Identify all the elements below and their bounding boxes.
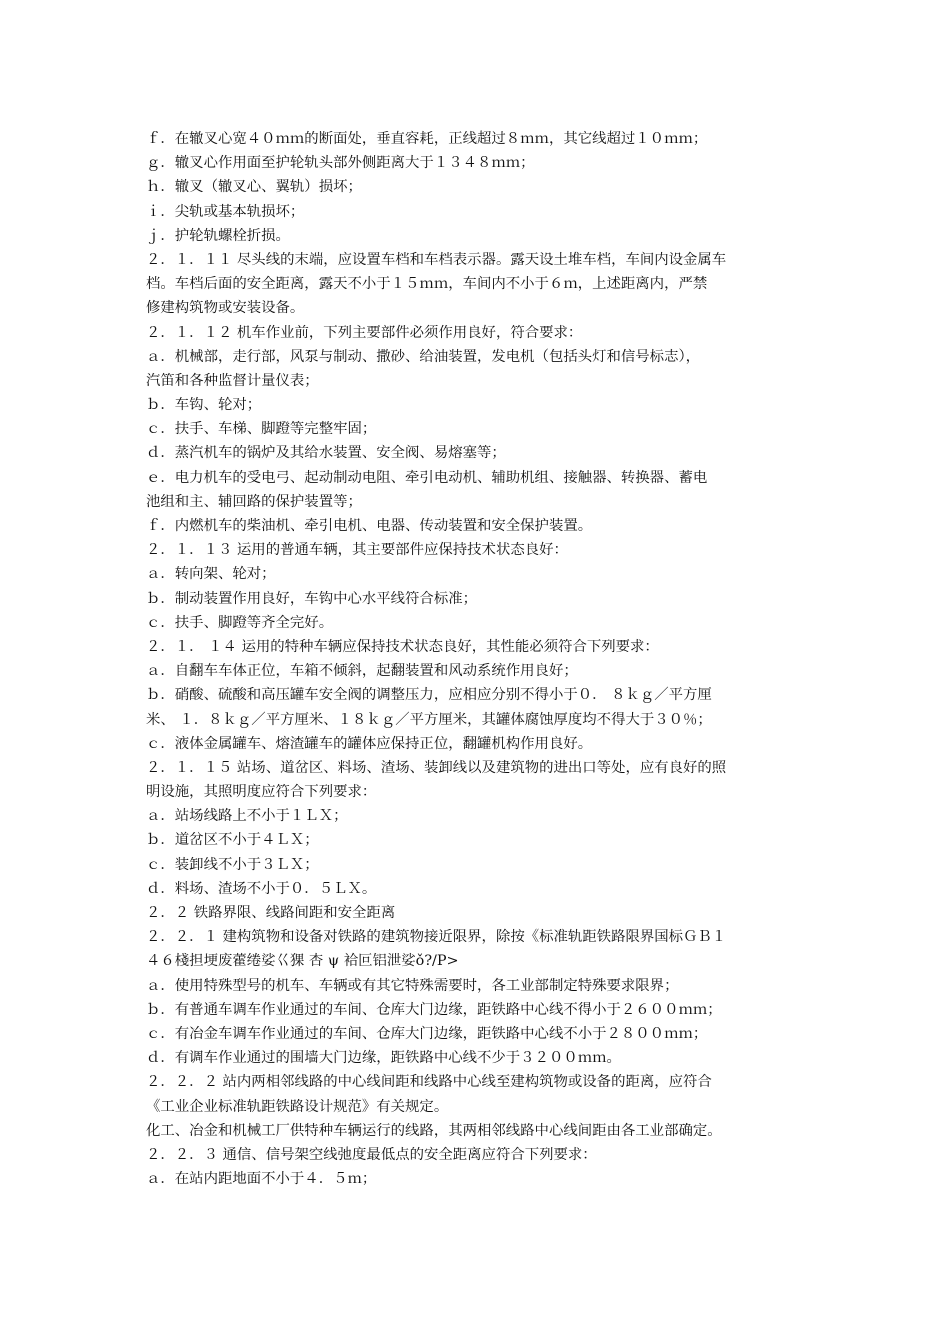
text-line: ｃ．扶手、脚蹬等齐全完好。	[146, 614, 334, 631]
text-line: ｅ．电力机车的受电弓、起动制动电阻、牵引电动机、辅助机组、接触器、转换器、蓄电	[146, 469, 708, 486]
text-line: ｂ．道岔区不小于４ＬＸ；	[146, 832, 319, 849]
text-line: ｄ．蒸汽机车的锅炉及其给水装置、安全阀、易熔塞等；	[146, 445, 506, 462]
text-line: ａ．使用特殊型号的机车、车辆或有其它特殊需要时，各工业部制定特殊要求限界；	[146, 977, 679, 994]
text-line: ｂ．有普通车调车作业通过的车间、仓库大门边缘，距铁路中心线不得小于２６００ｍｍ；	[146, 1001, 722, 1018]
section-heading-line: ２．２ 铁路界限、线路间距和安全距离	[146, 905, 396, 921]
text-line: 米、 １．８ｋｇ／平方厘米、１８ｋｇ／平方厘米，其罐体腐蚀厚度均不得大于３０％；	[146, 711, 712, 728]
text-line: ａ．自翻车车体正位，车箱不倾斜，起翻装置和风动系统作用良好；	[146, 663, 578, 680]
text-line: ａ．机械部，走行部，风泵与制动、撒砂、给油装置，发电机（包括头灯和信号标志），	[146, 348, 701, 365]
text-line: 明设施，其照明度应符合下列要求：	[146, 784, 377, 801]
text-line: ｂ．车钩、轮对；	[146, 397, 262, 414]
text-line: ｃ．液体金属罐车、熔渣罐车的罐体应保持正位，翻罐机构作用良好。	[146, 735, 593, 752]
text-line: ｃ．扶手、车梯、脚蹬等完整牢固；	[146, 421, 377, 438]
section-heading-line: ２．１． １４ 运用的特种车辆应保持技术状态良好，其性能必须符合下列要求：	[146, 638, 659, 655]
text-line: ａ．站场线路上不小于１ＬＸ；	[146, 808, 348, 825]
section-heading-line: ２．１．１２ 机车作业前，下列主要部件必须作用良好，符合要求：	[146, 324, 583, 341]
text-line: ａ．在站内距地面不小于４．５ｍ；	[146, 1171, 377, 1188]
text-line: 池组和主、辅回路的保护装置等；	[146, 493, 362, 510]
text-line: ｄ．料场、渣场不小于０．５ＬＸ。	[146, 880, 377, 897]
text-line: 化工、冶金和机械工厂供特种车辆运行的线路，其两相邻线路中心线间距由各工业部确定。	[146, 1122, 722, 1139]
section-heading-line: ２．１．１５ 站场、道岔区、料场、渣场、装卸线以及建筑物的进出口等处，应有良好的照	[146, 759, 727, 776]
text-line: 《工业企业标准轨距铁路设计规范》有关规定。	[146, 1098, 449, 1115]
text-line: ｇ．辙叉心作用面至护轮轨头部外侧距离大于１３４８ｍｍ；	[146, 155, 535, 172]
text-line: ｆ．内燃机车的柴油机、牵引电机、电器、传动装置和安全保护装置。	[146, 518, 593, 534]
text-line: 修建构筑物或安装设备。	[146, 300, 305, 317]
text-line: ｄ．有调车作业通过的围墙大门边缘，距铁路中心线不少于３２００ｍｍ。	[146, 1050, 621, 1067]
text-line: ｂ．硝酸、硫酸和高压罐车安全阀的调整压力，应相应分别不得小于０． ８ｋｇ／平方厘	[146, 687, 712, 704]
text-line: 档。车档后面的安全距离，露天不小于１５ｍｍ，车间内不小于６ｍ，上述距离内，严禁	[146, 276, 708, 293]
text-line: 汽笛和各种监督计量仪表；	[146, 372, 319, 389]
section-heading-line: ２．２．３ 通信、信号架空线弛度最低点的安全距离应符合下列要求：	[146, 1146, 597, 1163]
text-line: ｆ．在辙叉心宽４０ｍｍ的断面处，垂直容耗，正线超过８ｍｍ，其它线超过１０ｍｍ；	[146, 131, 708, 147]
text-line: ｃ．装卸线不小于３ＬＸ；	[146, 856, 319, 873]
text-line: ｂ．制动装置作用良好，车钩中心水平线符合标准；	[146, 590, 477, 607]
section-heading-line: ２．２．１ 建构筑物和设备对铁路的建筑物接近限界，除按《标准轨距铁路限界国标ＧＢ１	[146, 929, 727, 946]
text-line: ｉ．尖轨或基本轨损坏；	[146, 203, 305, 220]
section-heading-line: ２．１．１３ 运用的普通车辆，其主要部件应保持技术状态良好：	[146, 542, 568, 559]
text-line: ４６棧担埂废藿绻娑巜猓 杏 ψ 袷叵铝泄娑ǒ?/P>	[146, 953, 459, 970]
text-line: ｊ．护轮轨螺栓折损。	[146, 227, 290, 244]
section-heading-line: ２．２．２ 站内两相邻线路的中心线间距和线路中心线至建构筑物或设备的距离，应符合	[146, 1074, 712, 1091]
section-heading-line: ２．１．１１ 尽头线的末端，应设置车档和车档表示器。露天设土堆车档，车间内设金属车	[146, 251, 727, 268]
document-body	[146, 127, 826, 1191]
text-line: ｃ．有冶金车调车作业通过的车间、仓库大门边缘，距铁路中心线不小于２８００ｍｍ；	[146, 1025, 708, 1042]
text-line: ａ．转向架、轮对；	[146, 566, 276, 583]
text-line: ｈ．辙叉（辙叉心、翼轨）损坏；	[146, 179, 362, 196]
